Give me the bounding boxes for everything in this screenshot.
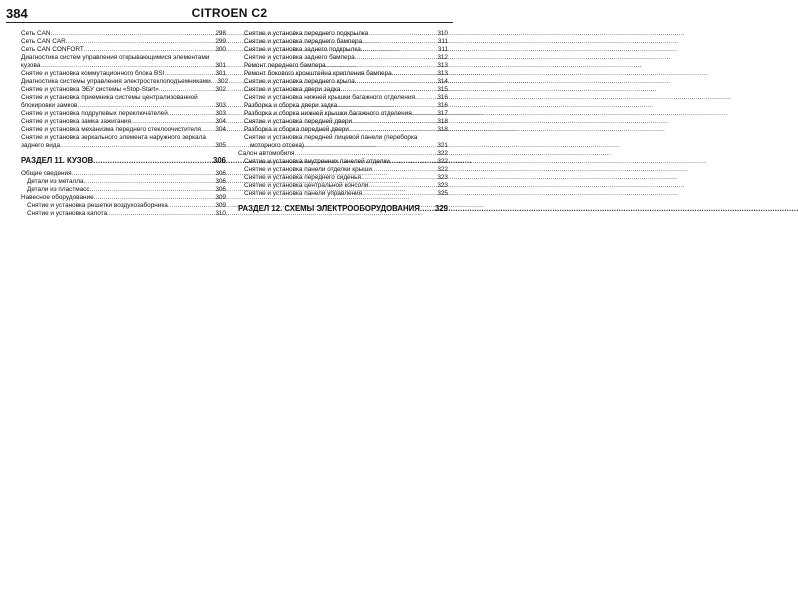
toc-entry-title: Снятие и установка передней лицевой панели (переборка <box>244 134 418 141</box>
leader-dots <box>168 202 214 210</box>
toc-entry-page: 298 <box>215 30 226 37</box>
leader-dots <box>340 86 436 94</box>
toc-entry-title: Снятие и установка нижней крышки багажного отделения <box>244 94 415 101</box>
toc-entry-page: 323 <box>437 174 448 181</box>
toc-entry[interactable] <box>21 110 226 118</box>
toc-entry-page: 306 <box>215 186 226 193</box>
toc-entry-title: заднего вида <box>21 142 61 149</box>
toc-entry-title: Снятие и установка переднего подкрылка <box>244 30 369 37</box>
toc-entry[interactable] <box>21 194 226 202</box>
toc-entry-page: 323 <box>437 182 448 189</box>
toc-entry-title: Навесное оборудование <box>21 194 94 201</box>
toc-entry[interactable] <box>238 62 448 70</box>
leader-dots <box>164 70 214 78</box>
toc-entry[interactable] <box>21 46 226 54</box>
leader-dots <box>159 86 215 94</box>
toc-entry-page: 299 <box>215 38 226 45</box>
leader-dots <box>361 46 437 54</box>
toc-entry-page: 318 <box>437 126 448 133</box>
toc-entry-title: Снятие и установка ЭБУ системы «Stop-Start» <box>21 86 159 93</box>
toc-entry-page: 321 <box>437 142 448 149</box>
leader-dots <box>90 186 215 194</box>
toc-entry-page: 316 <box>437 102 448 109</box>
leader-dots <box>368 182 436 190</box>
toc-entry-title: Ремонт бокового кронштейна крепления бампера <box>244 70 392 77</box>
toc-entry-page: 311 <box>437 38 448 45</box>
leader-dots <box>77 102 214 110</box>
toc-entry[interactable] <box>238 102 448 110</box>
toc-entry-page: 305 <box>215 142 226 149</box>
toc-entry-title: блокировки замков <box>21 102 78 109</box>
toc-entry-page: 304 <box>215 118 226 125</box>
toc-entry[interactable] <box>21 38 226 46</box>
toc-entry-title: Снятие и установка зеркального элемента наружного зеркала <box>21 134 206 141</box>
toc-left-column <box>21 30 229 218</box>
toc-entry[interactable] <box>238 142 448 150</box>
toc-entry[interactable] <box>21 126 226 134</box>
toc-entry-page: 317 <box>437 110 448 117</box>
toc-entry-page: 306 <box>215 170 226 177</box>
page-number: 384 <box>6 6 28 21</box>
toc-entry-title: Снятие и установка панели управления <box>244 190 363 197</box>
toc-entry[interactable] <box>238 174 448 182</box>
leader-dots <box>107 210 214 218</box>
toc-right-column <box>238 30 448 218</box>
toc-right-list <box>238 30 448 198</box>
toc-entry-page: 303 <box>215 110 226 117</box>
toc-entry[interactable] <box>238 126 448 134</box>
toc-entry-title: Общие сведения <box>21 170 72 177</box>
toc-entry[interactable] <box>21 78 229 86</box>
leader-dots <box>40 62 214 70</box>
toc-entry[interactable] <box>21 102 226 110</box>
toc-entry-page: 316 <box>437 94 448 101</box>
leader-dots <box>337 102 436 110</box>
leader-dots <box>94 194 215 202</box>
leader-dots <box>295 150 437 158</box>
leader-dots <box>412 110 437 118</box>
leader-dots <box>168 110 215 118</box>
toc-entry-title: Разборка и сборка нижней крышки багажного отделения <box>244 110 412 117</box>
section-page: 306 <box>212 156 226 165</box>
toc-entry-title: Снятие и установка замка зажигания <box>21 118 132 125</box>
leader-dots <box>392 70 437 78</box>
leader-dots <box>362 38 437 46</box>
toc-entry-title: Сеть CAN CONFORT <box>21 46 84 53</box>
section-page: 329 <box>434 204 448 213</box>
toc-entry-page: 312 <box>437 54 448 61</box>
toc-entry-page: 306 <box>215 178 226 185</box>
toc-entry-page: 314 <box>437 78 448 85</box>
toc-entry[interactable] <box>21 202 226 210</box>
toc-entry-title: Сеть CAN CAR <box>21 38 66 45</box>
toc-entry[interactable] <box>238 94 448 102</box>
toc-entry[interactable] <box>238 78 448 86</box>
toc-entry-title: Диагностика системы управления электростеклоподъемниками. <box>21 78 213 85</box>
leader-dots <box>84 46 215 54</box>
toc-entry[interactable] <box>238 190 448 198</box>
toc-section-12[interactable] <box>238 204 448 214</box>
leader-dots <box>361 174 436 182</box>
toc-entry-page: 310 <box>215 210 226 217</box>
toc-entry-title: моторного отсека) <box>250 142 305 149</box>
toc-entry[interactable] <box>238 54 448 62</box>
toc-entry-title: Снятие и установка коммутационного блока BSI <box>21 70 165 77</box>
toc-entry-page: 322 <box>437 158 448 165</box>
toc-entry[interactable] <box>238 38 448 46</box>
toc-entry-page: 304 <box>215 126 226 133</box>
toc-entry-title: Снятие и установка приемника системы централизованной <box>21 94 198 101</box>
toc-entry-page: 313 <box>437 70 448 77</box>
toc-entry-title: Снятие и установка переднего бампера <box>244 38 363 45</box>
leader-dots <box>66 38 215 46</box>
toc-entry-title: Снятие и установка переднего крыла <box>244 78 355 85</box>
toc-entry-title: Снятие и установка заднего подкрылка <box>244 46 361 53</box>
toc-entry-page: 309 <box>215 194 226 201</box>
leader-dots <box>390 158 437 166</box>
toc-entry-page: 322 <box>437 166 448 173</box>
toc-entry-title: Снятие и установка механизма переднего стеклоочистителя <box>21 126 202 133</box>
toc-entry-title: Снятие и установка решетки воздухозаборника <box>27 202 168 209</box>
leader-dots <box>420 204 434 214</box>
leader-dots <box>362 190 436 198</box>
toc-entry-title: Снятие и установка переднего сиденья <box>244 174 361 181</box>
section-title: РАЗДЕЛ 11. КУЗОВ <box>21 156 94 165</box>
toc-section-11[interactable] <box>21 156 226 166</box>
toc-entry-title: Снятие и установка внутренних панелей отделки <box>244 158 390 165</box>
leader-dots <box>352 118 436 126</box>
page-header <box>0 0 459 30</box>
toc-entry[interactable] <box>21 30 226 38</box>
toc-entry-title: Снятие и установка подрулевых переключателей <box>21 110 168 117</box>
toc-entry-page: 313 <box>437 62 448 69</box>
toc-entry-page: 318 <box>437 118 448 125</box>
toc-entry-title: Детали из металла <box>27 178 84 185</box>
toc-entry-title: Снятие и установка передней двери <box>244 118 353 125</box>
toc-entry-title: Снятие и установка капота <box>27 210 108 217</box>
toc-entry[interactable] <box>21 62 226 70</box>
toc-entry[interactable] <box>238 118 448 126</box>
toc-entry-title: Сеть CAN <box>21 30 51 37</box>
toc-entry[interactable] <box>238 158 448 166</box>
toc-entry[interactable] <box>21 142 226 150</box>
toc-entry[interactable] <box>21 178 226 186</box>
toc-entry-page: 310 <box>437 30 448 37</box>
toc-entry[interactable] <box>238 166 448 174</box>
toc-entry-title: Снятие и установка заднего бампера <box>244 54 355 61</box>
toc-entry-title: Ремонт переднего бампера <box>244 62 326 69</box>
toc-entry-page: 311 <box>437 46 448 53</box>
section-title: РАЗДЕЛ 12. СХЕМЫ ЭЛЕКТРООБОРУДОВАНИЯ <box>238 204 420 213</box>
toc-left-list-b <box>21 170 226 218</box>
toc-entry-title: Диагностика систем управления открывающимися элементами <box>21 54 210 61</box>
leader-dots <box>415 94 436 102</box>
toc-left-list <box>21 30 229 150</box>
toc-entry-page: 325 <box>437 190 448 197</box>
toc-entry[interactable] <box>21 118 226 126</box>
toc-entry-page: 303 <box>215 102 226 109</box>
leader-dots <box>355 78 437 86</box>
leader-dots <box>50 30 214 38</box>
toc-entry-page: 301 <box>215 62 226 69</box>
toc-entry-title: Салон автомобиля <box>238 150 295 157</box>
toc-entry[interactable] <box>238 182 448 190</box>
toc-entry[interactable] <box>238 134 448 142</box>
leader-dots <box>349 126 436 134</box>
toc-entry[interactable] <box>21 186 226 194</box>
leader-dots <box>72 170 215 178</box>
toc-entry-page: 315 <box>437 86 448 93</box>
toc-entry-page: 302 <box>215 86 226 93</box>
toc-entry[interactable] <box>238 30 448 38</box>
toc-entry[interactable] <box>238 86 448 94</box>
toc-entry[interactable] <box>21 70 226 78</box>
toc-entry[interactable] <box>238 46 448 54</box>
leader-dots <box>368 30 436 38</box>
header-divider <box>6 22 453 23</box>
toc-entry-title: Снятие и установка двери задка <box>244 86 341 93</box>
toc-entry-page: 309 <box>215 202 226 209</box>
toc-entry[interactable] <box>238 70 448 78</box>
toc-entry[interactable] <box>21 170 226 178</box>
leader-dots <box>84 178 215 186</box>
leader-dots <box>93 156 212 166</box>
toc-entry[interactable] <box>21 210 226 218</box>
toc-entry-title: Детали из пластмасс <box>27 186 90 193</box>
toc-entry-page: 300 <box>215 46 226 53</box>
toc-entry[interactable] <box>21 54 226 62</box>
toc-entry[interactable] <box>238 150 448 158</box>
toc-entry-title: Разборка и сборка передней двери <box>244 126 349 133</box>
toc-entry-title: Снятие и установка центральной консоли <box>244 182 369 189</box>
leader-dots <box>372 166 436 174</box>
toc-entry-page: 322 <box>437 150 448 157</box>
book-title: CITROEN C2 <box>191 6 268 20</box>
toc-entry-page: 301 <box>215 70 226 77</box>
toc-entry[interactable] <box>238 110 448 118</box>
toc-entry-title: кузова <box>21 62 41 69</box>
leader-dots <box>201 126 214 134</box>
toc-entry-page: 302 <box>217 78 229 85</box>
leader-dots <box>355 54 437 62</box>
leader-dots <box>60 142 214 150</box>
toc-entry[interactable] <box>21 134 226 142</box>
toc-entry-title: Разборка и сборка двери задка <box>244 102 338 109</box>
toc-entry[interactable] <box>21 94 226 102</box>
leader-dots <box>326 62 437 70</box>
toc-entry-title: Снятие и установка панели отделки крыши <box>244 166 372 173</box>
leader-dots <box>304 142 436 150</box>
leader-dots <box>131 118 214 126</box>
toc-entry[interactable] <box>21 86 226 94</box>
